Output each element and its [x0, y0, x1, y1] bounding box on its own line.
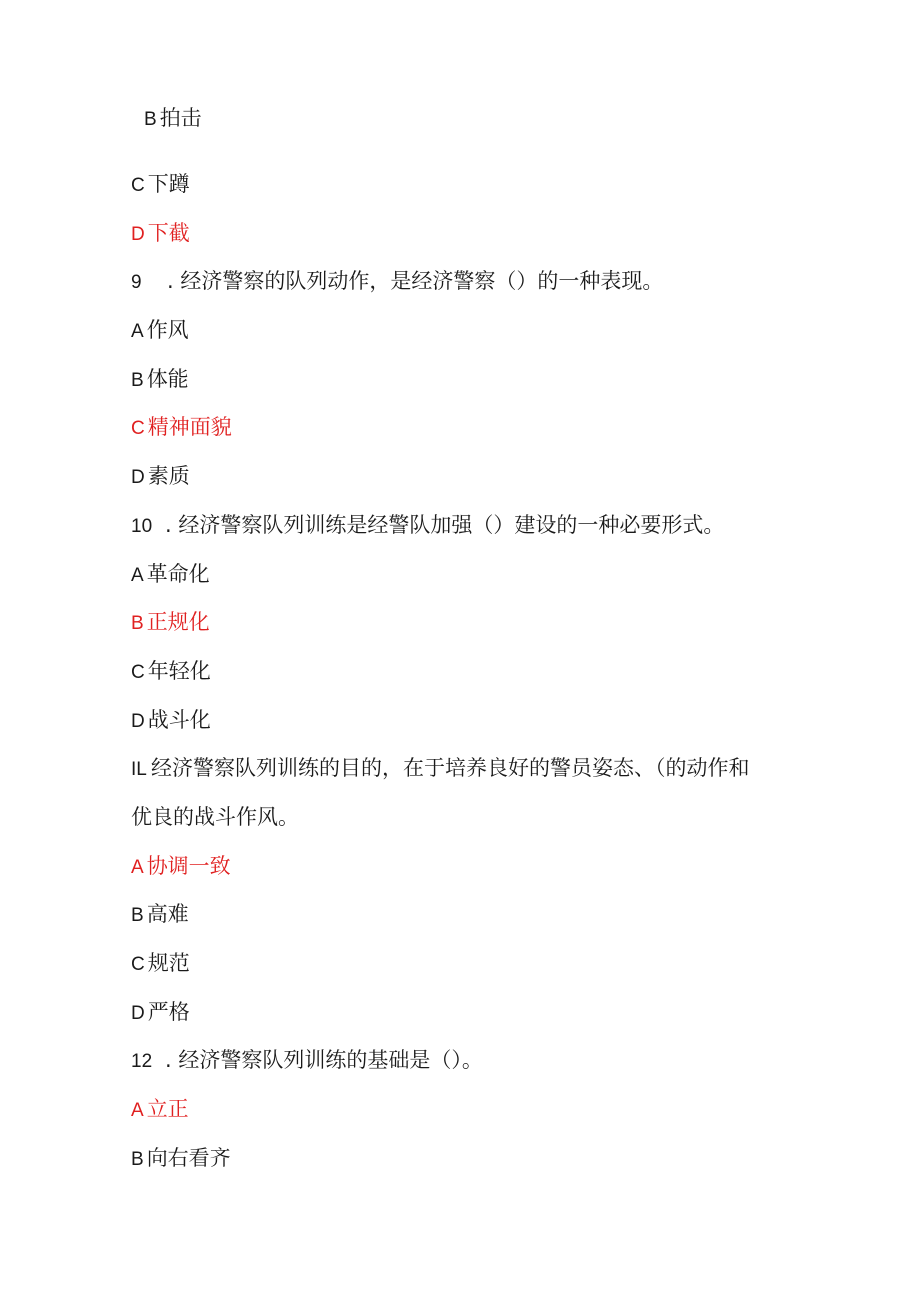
- option-d-q9: [131, 461, 190, 493]
- option-letter: D: [131, 711, 145, 732]
- option-a-q9: [131, 315, 189, 347]
- option-c-q8: [131, 169, 190, 201]
- option-letter: C: [131, 954, 145, 975]
- option-letter: B: [131, 1149, 144, 1170]
- option-text: 战斗化: [147, 708, 211, 732]
- question-10: [131, 510, 724, 542]
- option-letter: B: [131, 613, 144, 634]
- question-11-continuation: [131, 802, 299, 832]
- option-letter: B: [144, 109, 157, 130]
- question-text: 优良的战斗作风。: [131, 805, 299, 829]
- question-11: [131, 753, 750, 785]
- option-text: 规范: [147, 951, 190, 975]
- question-text: . 经济警察队列训练是经警队加强（）建设的一种必要形式。: [165, 513, 725, 537]
- question-text: 经济警察队列训练的目的，在于培养良好的警员姿态、（的动作和: [151, 756, 750, 780]
- question-text: . 经济警察的队列动作，是经济警察（）的一种表现。: [167, 269, 664, 293]
- option-text: 下截: [147, 221, 190, 245]
- option-text: 正规化: [146, 610, 210, 634]
- option-c-q11: [131, 948, 190, 980]
- option-b-q8: [144, 103, 202, 135]
- option-b-q12: [131, 1143, 231, 1175]
- option-letter: C: [131, 175, 145, 196]
- question-number: 9: [131, 272, 142, 293]
- option-text: 下蹲: [147, 172, 190, 196]
- question-12: [131, 1045, 483, 1077]
- option-letter: B: [131, 370, 144, 391]
- option-letter: A: [131, 321, 144, 342]
- option-text: 精神面貌: [147, 415, 232, 439]
- option-c-q9-correct: [131, 412, 232, 444]
- option-text: 拍击: [159, 106, 202, 130]
- question-number: 12: [131, 1051, 153, 1072]
- option-d-q10: [131, 705, 211, 737]
- option-text: 协调一致: [146, 854, 231, 878]
- option-text: 素质: [147, 464, 190, 488]
- option-text: 作风: [146, 318, 189, 342]
- question-text: . 经济警察队列训练的基础是（）。: [165, 1048, 483, 1072]
- option-b-q9: [131, 364, 189, 396]
- option-text: 高难: [146, 902, 189, 926]
- option-letter: C: [131, 662, 145, 683]
- option-letter: D: [131, 467, 145, 488]
- option-text: 向右看齐: [146, 1146, 231, 1170]
- option-letter: C: [131, 418, 145, 439]
- option-b-q10-correct: [131, 607, 210, 639]
- option-text: 年轻化: [147, 659, 211, 683]
- option-a-q12-correct: [131, 1094, 189, 1126]
- option-text: 立正: [146, 1097, 189, 1121]
- question-number: 10: [131, 516, 153, 537]
- option-b-q11: [131, 899, 189, 931]
- option-c-q10: [131, 656, 211, 688]
- option-text: 严格: [147, 1000, 190, 1024]
- option-letter: A: [131, 857, 144, 878]
- option-letter: A: [131, 1100, 144, 1121]
- option-d-q11: [131, 997, 190, 1029]
- option-a-q10: [131, 559, 210, 591]
- question-number: IL: [131, 759, 147, 780]
- option-letter: A: [131, 565, 144, 586]
- option-d-q8-correct: [131, 218, 190, 250]
- option-text: 革命化: [146, 562, 210, 586]
- option-text: 体能: [146, 367, 189, 391]
- option-letter: B: [131, 905, 144, 926]
- option-letter: D: [131, 224, 145, 245]
- question-9: [131, 266, 663, 298]
- option-a-q11-correct: [131, 851, 231, 883]
- option-letter: D: [131, 1003, 145, 1024]
